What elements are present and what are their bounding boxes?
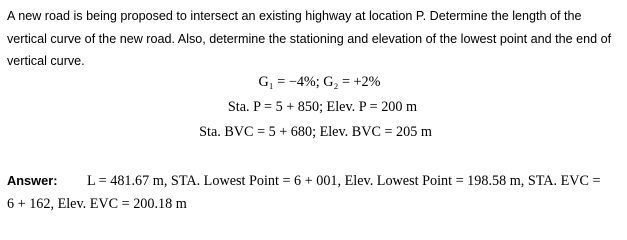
answer-text-2: 6 + 162, Elev. EVC = 200.18 m — [7, 196, 187, 212]
problem-statement: A new road is being proposed to intersect an existing highway at location P. Determine the length of the vertical curve of the new road. Also, determine the stationing and elevation of the lowest point and the end of vertical curve. — [7, 9, 612, 68]
grades-equation: G₁ = −4%; G₂ = +2% — [258, 74, 381, 90]
answer-text-1: L = 481.67 m, STA. Lowest Point = 6 + 001, Elev. Lowest Point = 198.58 m, STA. EVC = — [87, 173, 601, 189]
answer-line-2 — [7, 195, 187, 213]
bvc-equation: Sta. BVC = 5 + 680; Elev. BVC = 205 m — [199, 124, 432, 140]
answer-line-1 — [7, 172, 601, 190]
point-p-equation: Sta. P = 5 + 850; Elev. P = 200 m — [227, 99, 418, 115]
answer-label: Answer: — [7, 173, 58, 188]
